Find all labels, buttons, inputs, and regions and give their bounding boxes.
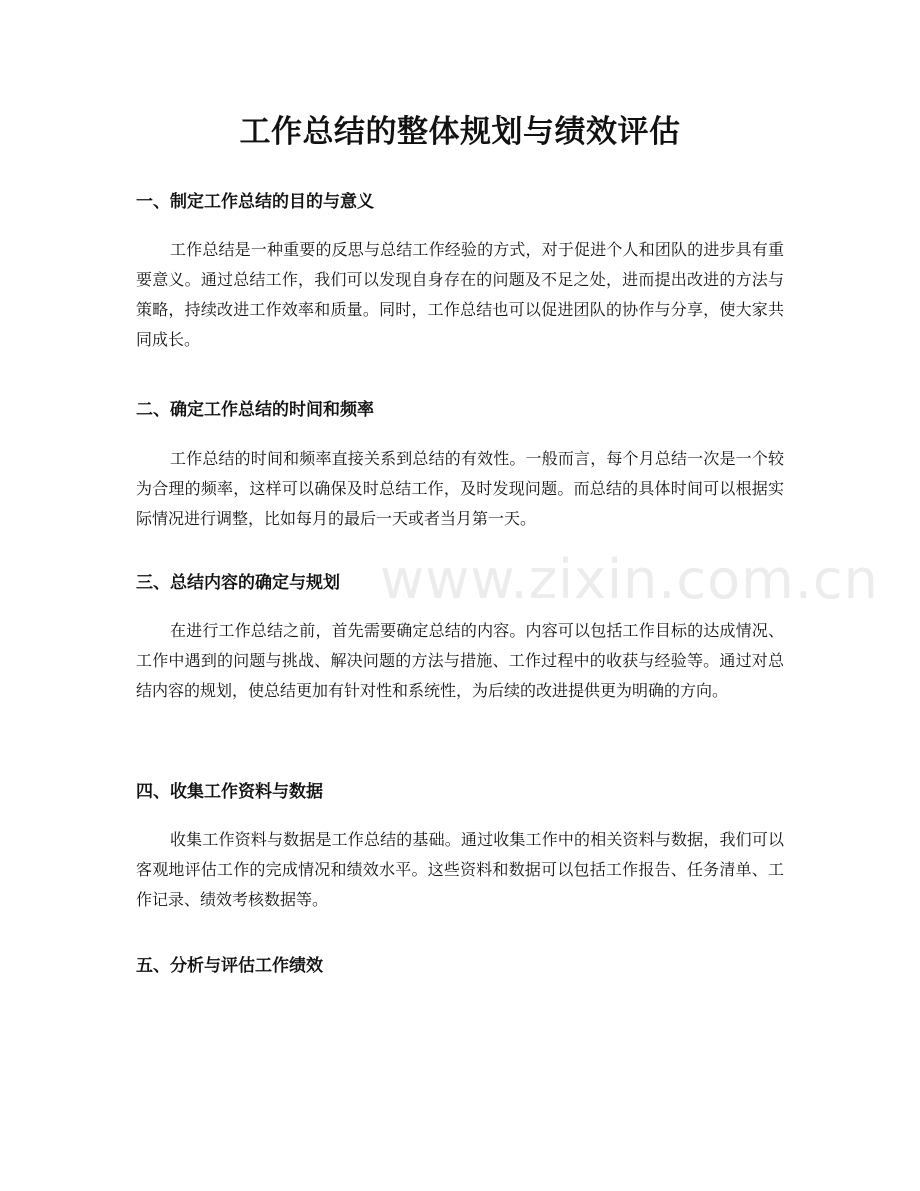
- section-heading: 一、制定工作总结的目的与意义: [136, 192, 374, 212]
- section-2: [136, 398, 784, 534]
- section-5: [136, 954, 784, 978]
- section-4: [136, 780, 784, 915]
- document-title: 工作总结的整体规划与绩效评估: [239, 114, 681, 150]
- section-paragraph: 工作总结是一种重要的反思与总结工作经验的方式，对于促进个人和团队的进步具有重要意义。通过总结工作，我们可以发现自身存在的问题及不足之处，进而提出改进的方法与策略，持续改进工作效率和质量。同时，工作总结也可以促进团队的协作与分享，使大家共同成长。: [136, 240, 784, 349]
- section-heading: 五、分析与评估工作绩效: [136, 956, 323, 976]
- watermark: www.zixin.com.cn: [380, 548, 879, 611]
- section-heading: 三、总结内容的确定与规划: [136, 573, 340, 593]
- section-3: [136, 571, 784, 706]
- section-1: [136, 190, 784, 355]
- section-paragraph: 在进行工作总结之前，首先需要确定总结的内容。内容可以包括工作目标的达成情况、工作中遇到的问题与挑战、解决问题的方法与措施、工作过程中的收获与经验等。通过对总结内容的规划，使总结更加有针对性和系统性，为后续的改进提供更为明确的方向。: [136, 621, 784, 700]
- section-paragraph: 收集工作资料与数据是工作总结的基础。通过收集工作中的相关资料与数据，我们可以客观地评估工作的完成情况和绩效水平。这些资料和数据可以包括工作报告、任务清单、工作记录、绩效考核数据等。: [136, 830, 784, 909]
- section-paragraph: 工作总结的时间和频率直接关系到总结的有效性。一般而言，每个月总结一次是一个较为合理的频率，这样可以确保及时总结工作，及时发现问题。而总结的具体时间可以根据实际情况进行调整，比如每月的最后一天或者当月第一天。: [136, 449, 784, 528]
- section-heading: 二、确定工作总结的时间和频率: [136, 400, 374, 420]
- section-heading: 四、收集工作资料与数据: [136, 782, 323, 802]
